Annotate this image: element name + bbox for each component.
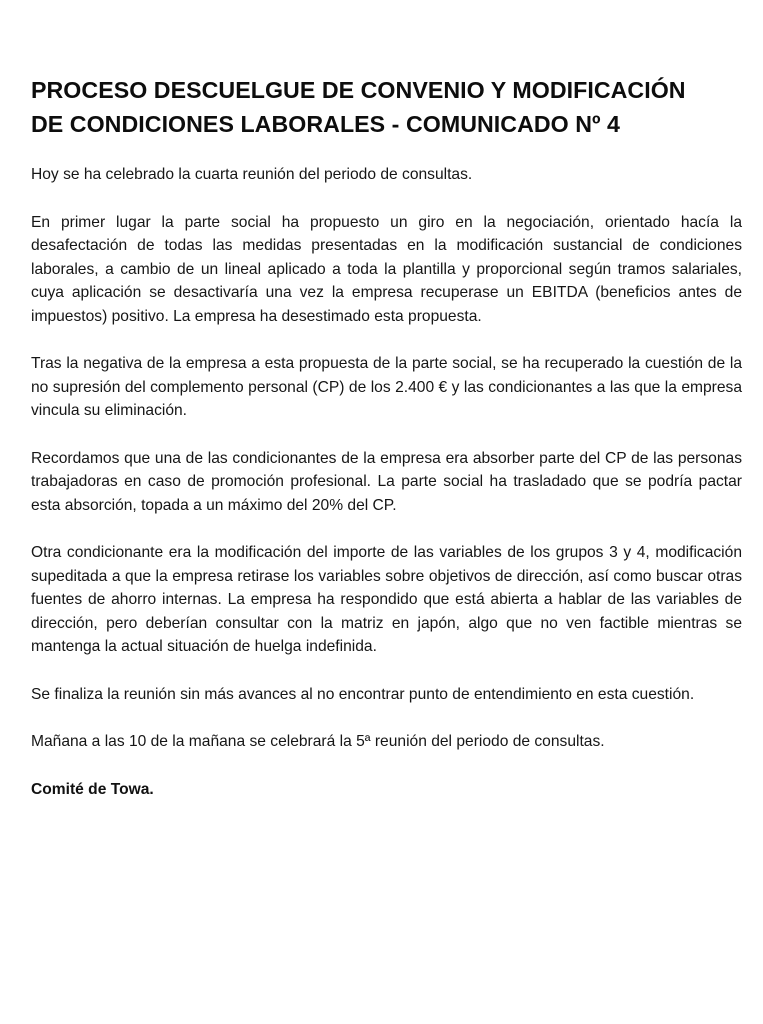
- title-line-2: DE CONDICIONES LABORALES - COMUNICADO Nº 4: [31, 111, 620, 137]
- paragraph-personal-complement: Tras la negativa de la empresa a esta propuesta de la parte social, se ha recuperado la cuestión de la no supresión del complemento personal (CP) de los 2.400 € y las condicionantes a las que la empresa vincula su eliminación.: [31, 355, 742, 419]
- title-line-1: PROCESO DESCUELGUE DE CONVENIO Y MODIFICACIÓN: [31, 77, 686, 103]
- paragraph-meeting-held: Hoy se ha celebrado la cuarta reunión del periodo de consultas.: [31, 166, 473, 183]
- paragraph-next-meeting: Mañana a las 10 de la mañana se celebrará la 5ª reunión del periodo de consultas.: [31, 733, 605, 750]
- document-title: [31, 73, 742, 141]
- paragraph-promotion-absorption: Recordamos que una de las condicionantes de la empresa era absorber parte del CP de las personas trabajadoras en caso de promoción profesional. La parte social ha trasladado que se podría pactar esta absorción, topada a un máximo del 20% del CP.: [31, 449, 742, 514]
- paragraph-variables-groups: Otra condicionante era la modificación del importe de las variables de los grupos 3 y 4, modificación supeditada a que la empresa retirase los variables sobre objetivos de dirección, así como buscar otras fuentes de ahorro internas. La empresa ha respondido que está abierta a hablar de las variables de dirección, pero deberían consultar con la matriz en japón, algo que no ven factible mientras se mantenga la actual situación de huelga indefinida.: [31, 544, 742, 655]
- signature: Comité de Towa.: [31, 780, 154, 798]
- paragraph-social-proposal: En primer lugar la parte social ha propuesto un giro en la negociación, orientado hacía la desafectación de todas las medidas presentadas en la modificación sustancial de condiciones laborales, a cambio de un lineal aplicado a toda la plantilla y proporcional según tramos salariales, cuya aplicación se desactivaría una vez la empresa recuperase un EBITDA (beneficios antes de impuestos) positivo. La empresa ha desestimado esta propuesta.: [31, 213, 742, 325]
- document-page: [31, 73, 742, 801]
- paragraph-meeting-end: Se finaliza la reunión sin más avances al no encontrar punto de entendimiento en esta cuestión.: [31, 685, 695, 703]
- document-body: [31, 163, 742, 801]
